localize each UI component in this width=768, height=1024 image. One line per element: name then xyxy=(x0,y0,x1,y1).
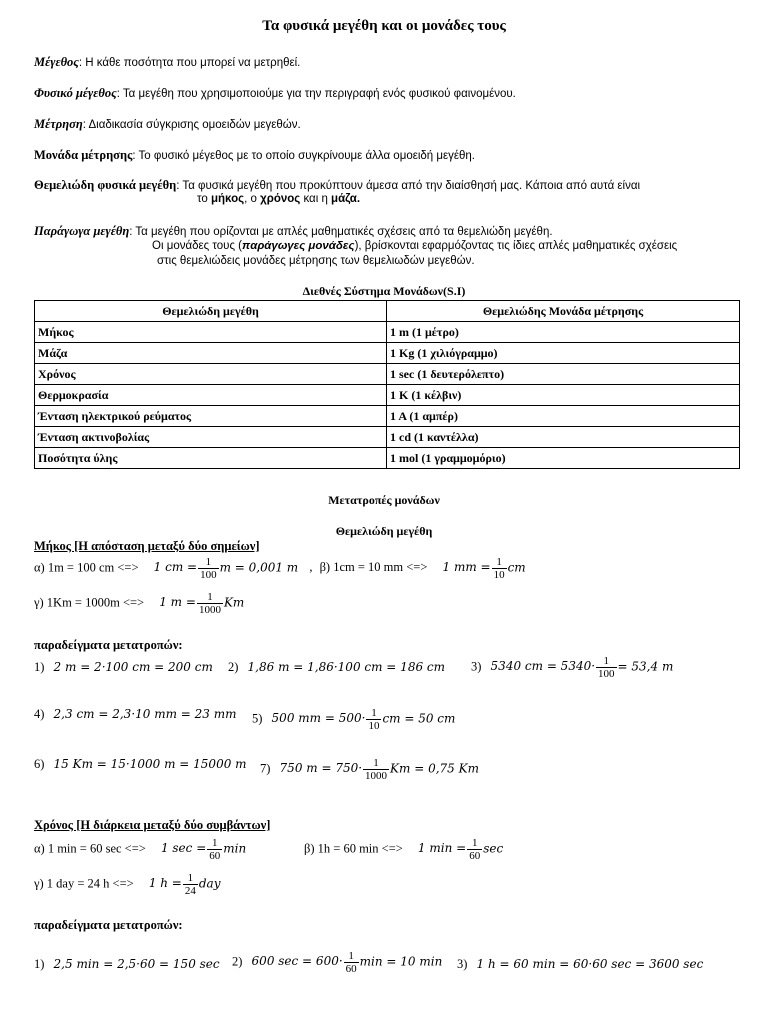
example-formula-rhs: Km = 0,75 Km xyxy=(390,761,479,776)
definition-term: Φυσικό μέγεθος xyxy=(34,86,117,100)
fraction-denominator: 60 xyxy=(345,963,357,975)
definition-fundamental-line2 xyxy=(197,193,360,205)
text-fragment: α) 1 min = 60 sec <=> xyxy=(34,841,146,856)
text-fragment: α) 1m = 100 cm <=> xyxy=(34,560,139,575)
fundamental-subheading: Θεμελιώδη μεγέθη xyxy=(335,524,433,538)
length-example-3 xyxy=(471,655,673,680)
length-line-g xyxy=(34,591,244,616)
fraction xyxy=(198,556,219,581)
fraction xyxy=(344,950,359,975)
table-cell: Ένταση ακτινοβολίας xyxy=(35,427,387,448)
example-formula: 1 h = 60 min = 60·60 sec = 3600 sec xyxy=(476,957,704,971)
text-fragment: γ) 1Km = 1000m <=> xyxy=(34,595,145,610)
fraction-numerator: 1 xyxy=(198,556,219,569)
definition-measurement xyxy=(34,117,301,132)
fraction xyxy=(492,556,507,581)
example-formula: 2 m = 2·100 cm = 200 cm xyxy=(53,660,213,674)
example-formula: 2,5 min = 2,5·60 = 150 sec xyxy=(53,957,220,971)
table-row xyxy=(35,427,740,448)
fraction-numerator: 1 xyxy=(492,556,507,569)
fraction-denominator: 10 xyxy=(493,569,505,581)
definition-text: : Τα μεγέθη που χρησιμοποιούμε για την περιγραφή ενός φυσικού φαινομένου. xyxy=(116,88,516,100)
fraction-denominator: 10 xyxy=(368,720,380,732)
text-fragment: γ) 1 day = 24 h <=> xyxy=(34,876,134,891)
length-heading: Μήκος [Η απόσταση μεταξύ δύο σημείων] xyxy=(34,539,260,553)
table-cell: 1 K (1 κέλβιν) xyxy=(387,385,740,406)
fraction-denominator: 60 xyxy=(469,850,481,862)
table-cell: Ένταση ηλεκτρικού ρεύματος xyxy=(35,406,387,427)
formula-rhs: Km xyxy=(223,595,245,610)
example-number: 1) xyxy=(34,660,45,674)
text-fragment: Οι μονάδες τους ( xyxy=(152,240,243,252)
fraction xyxy=(596,655,617,680)
fraction-numerator: 1 xyxy=(363,757,389,770)
formula-rhs: m = 0,001 m xyxy=(219,560,299,575)
time-line-b xyxy=(304,837,503,862)
table-row xyxy=(35,364,740,385)
definition-text: : Η κάθε ποσότητα που μπορεί να μετρηθεί. xyxy=(78,57,301,69)
table-cell: 1 cd (1 καντέλλα) xyxy=(387,427,740,448)
length-example-4 xyxy=(34,707,237,722)
definition-fundamental xyxy=(34,178,640,193)
example-formula: 1,86 m = 1,86·100 cm = 186 cm xyxy=(247,660,445,674)
formula-lhs: 1 m = xyxy=(159,595,196,610)
page-title: Τα φυσικά μεγέθη και οι μονάδες τους xyxy=(262,18,506,34)
table-row xyxy=(35,406,740,427)
formula-rhs: cm xyxy=(507,560,526,575)
fraction-numerator: 1 xyxy=(366,707,381,720)
formula-rhs: sec xyxy=(483,841,504,856)
formula-lhs: 1 h = xyxy=(148,876,182,891)
table-cell: 1 Kg (1 χιλιόγραμμο) xyxy=(387,343,740,364)
table-row xyxy=(35,343,740,364)
si-units-table xyxy=(34,300,740,469)
definition-unit xyxy=(34,148,475,163)
example-formula: 500 mm = 500· xyxy=(271,711,366,726)
fraction-denominator: 100 xyxy=(598,668,615,680)
example-formula: 750 m = 750· xyxy=(279,761,363,776)
example-formula-rhs: min = 10 min xyxy=(359,954,443,969)
example-number: 7) xyxy=(260,761,271,776)
time-heading: Χρόνος [Η διάρκεια μεταξύ δύο συμβάντων] xyxy=(34,818,271,832)
table-cell: 1 m (1 μέτρο) xyxy=(387,322,740,343)
si-table-caption: Διεθνές Σύστημα Μονάδων(S.I) xyxy=(302,284,466,298)
length-example-1 xyxy=(34,660,213,675)
formula-lhs: 1 min = xyxy=(417,841,467,856)
fraction-numerator: 1 xyxy=(467,837,482,850)
table-cell: Θερμοκρασία xyxy=(35,385,387,406)
term-derived-units: παράγωγες μονάδες xyxy=(242,240,355,252)
fraction xyxy=(363,757,389,782)
formula-lhs: 1 cm = xyxy=(153,560,198,575)
example-formula-rhs: = 53,4 m xyxy=(617,659,674,674)
text-fragment: ), βρίσκονται εφαρμόζοντας τις ίδιες απλές μαθηματικές σχέσεις xyxy=(354,240,678,252)
definition-term: Θεμελιώδη φυσικά μεγέθη xyxy=(34,178,177,192)
definition-term: Παράγωγα μεγέθη xyxy=(34,224,130,238)
example-formula: 600 sec = 600· xyxy=(251,954,343,969)
example-number: 6) xyxy=(34,757,45,771)
fraction-denominator: 1000 xyxy=(198,604,221,616)
table-cell: 1 A (1 αμπέρ) xyxy=(387,406,740,427)
example-number: 3) xyxy=(457,957,468,971)
fraction-denominator: 24 xyxy=(184,885,196,897)
length-example-2 xyxy=(228,660,445,675)
time-example-3 xyxy=(457,957,703,972)
formula-rhs: min xyxy=(223,841,247,856)
table-header: Θεμελιώδης Μονάδα μέτρησης xyxy=(387,301,740,322)
table-header: Θεμελιώδη μεγέθη xyxy=(35,301,387,322)
definition-text: : Τα φυσικά μεγέθη που προκύπτουν άμεσα από την διαίσθησή μας. Κάποια από αυτά είναι xyxy=(176,180,641,192)
example-number: 5) xyxy=(252,711,263,726)
definition-magnitude xyxy=(34,55,300,70)
table-cell: 1 sec (1 δευτερόλεπτο) xyxy=(387,364,740,385)
term-mass: μάζα. xyxy=(331,193,361,205)
example-number: 2) xyxy=(232,954,243,969)
time-example-2 xyxy=(232,950,442,975)
fraction-numerator: 1 xyxy=(596,655,617,668)
time-line-g xyxy=(34,872,220,897)
text-fragment: και η xyxy=(300,193,332,205)
formula-lhs: 1 sec = xyxy=(160,841,207,856)
formula-rhs: day xyxy=(198,876,221,891)
term-length: μήκος xyxy=(210,193,245,205)
text-fragment: β) 1cm = 10 mm <=> xyxy=(319,560,428,575)
table-cell: Μήκος xyxy=(35,322,387,343)
definition-term: Μέγεθος xyxy=(34,55,79,69)
fraction-numerator: 1 xyxy=(197,591,223,604)
fraction-denominator: 60 xyxy=(209,850,221,862)
formula-lhs: 1 mm = xyxy=(442,560,491,575)
time-examples-heading: παραδείγματα μετατροπών: xyxy=(34,918,183,932)
example-number: 4) xyxy=(34,707,45,721)
length-example-7 xyxy=(260,757,479,782)
fraction-numerator: 1 xyxy=(183,872,198,885)
fraction-denominator: 1000 xyxy=(365,770,388,782)
example-number: 1) xyxy=(34,957,45,971)
table-row xyxy=(35,448,740,469)
definition-text: : Το φυσικό μέγεθος με το οποίο συγκρίνουμε άλλα ομοειδή μεγέθη. xyxy=(132,150,476,162)
fraction-denominator: 100 xyxy=(200,569,217,581)
fraction xyxy=(207,837,222,862)
conversions-heading: Μετατροπές μονάδων xyxy=(328,493,440,507)
definition-derived xyxy=(34,224,553,239)
definition-term: Μέτρηση xyxy=(34,117,83,131)
definition-text: : Διαδικασία σύγκρισης ομοειδών μεγεθών. xyxy=(82,119,301,131)
definition-derived-line2 xyxy=(152,240,677,252)
example-formula-rhs: cm = 50 cm xyxy=(382,711,456,726)
table-row xyxy=(35,322,740,343)
table-row xyxy=(35,385,740,406)
fraction-numerator: 1 xyxy=(207,837,222,850)
text-fragment: το xyxy=(197,193,211,205)
length-example-5 xyxy=(252,707,455,732)
fraction xyxy=(197,591,223,616)
length-line-a xyxy=(34,556,526,581)
table-cell: Χρόνος xyxy=(35,364,387,385)
fraction xyxy=(183,872,198,897)
table-cell: Μάζα xyxy=(35,343,387,364)
fraction xyxy=(467,837,482,862)
example-number: 2) xyxy=(228,660,239,674)
definition-derived-line3: στις θεμελιώδεις μονάδες μέτρησης των θεμελιωδών μεγεθών. xyxy=(157,255,475,267)
time-line-ab xyxy=(34,837,246,862)
fraction-numerator: 1 xyxy=(344,950,359,963)
example-formula: 15 Km = 15·1000 m = 15000 m xyxy=(53,757,247,771)
table-header-row xyxy=(35,301,740,322)
length-example-6 xyxy=(34,757,247,772)
text-fragment: β) 1h = 60 min <=> xyxy=(304,841,403,856)
definition-term: Μονάδα μέτρησης xyxy=(34,148,133,162)
example-formula: 5340 cm = 5340· xyxy=(490,659,596,674)
term-time: χρόνος xyxy=(260,193,301,205)
definition-text: : Τα μεγέθη που ορίζονται με απλές μαθηματικές σχέσεις από τα θεμελιώδη μεγέθη. xyxy=(129,226,553,238)
separator: , xyxy=(309,560,313,575)
table-cell: Ποσότητα ύλης xyxy=(35,448,387,469)
table-cell: 1 mol (1 γραμμομόριο) xyxy=(387,448,740,469)
time-example-1 xyxy=(34,957,220,972)
text-fragment: , ο xyxy=(244,193,261,205)
length-examples-heading: παραδείγματα μετατροπών: xyxy=(34,638,183,652)
fraction xyxy=(366,707,381,732)
example-formula: 2,3 cm = 2,3·10 mm = 23 mm xyxy=(53,707,237,721)
definition-physical-quantity xyxy=(34,86,516,101)
example-number: 3) xyxy=(471,659,482,674)
